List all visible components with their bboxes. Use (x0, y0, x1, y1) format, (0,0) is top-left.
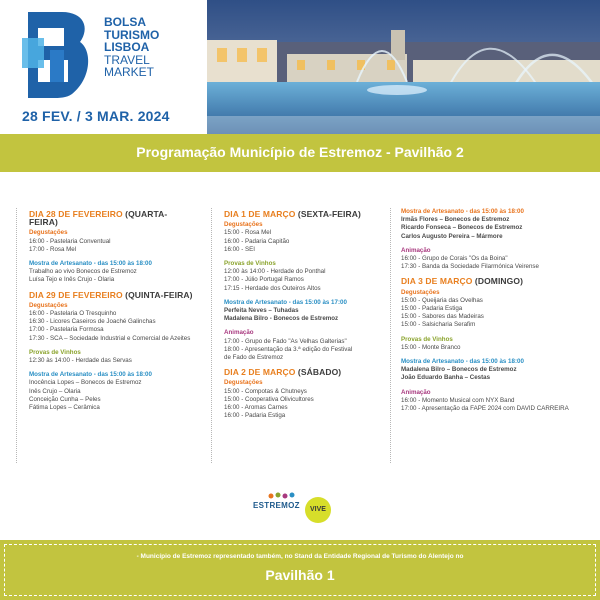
schedule-item: Madalena Bilro – Bonecos de Estremoz (401, 366, 517, 374)
night-square-photo (207, 0, 600, 134)
section-vinhos (401, 336, 582, 352)
schedule-item: 15:00 - Compotas & Chutneys (224, 387, 307, 395)
section-title: Mostra de Artesanato - das 15:00 às 18:00 (401, 358, 524, 366)
schedule-item: Madalena Bilro - Bonecos de Estremoz (224, 315, 339, 323)
section-title: Mostra de Artesanato - das 15:00 às 18:00 (29, 260, 152, 268)
page-title: Programação Município de Estremoz - Pavilhão 2 (136, 144, 464, 160)
estremoz-logo-text: ESTREMOZ (253, 501, 300, 510)
schedule-item: 16:00 - SEI (224, 245, 255, 253)
schedule-column-1 (16, 208, 196, 463)
logo-line: TURISMO (104, 27, 160, 42)
schedule-item: 16:00 - Padaria Capitão (224, 237, 290, 245)
schedule-item: 16:00 - Momento Musical com NYX Band (401, 396, 515, 404)
section-title: Provas de Vinhos (401, 335, 453, 343)
schedule-item: 17:00 - Rosa Mel (29, 245, 77, 253)
footer-pavilion: Pavilhão 1 (265, 567, 335, 583)
header-photo (207, 0, 600, 134)
section-title: Degustações (29, 301, 68, 309)
day-heading (29, 291, 196, 299)
day-weekday: (SÁBADO) (295, 367, 342, 378)
partner-logos (253, 497, 353, 527)
schedule-item: Conceição Cunha – Peles (29, 395, 101, 403)
section-title: Provas de Vinhos (224, 260, 276, 268)
day-heading (224, 210, 391, 218)
schedule-item: 17:15 - Herdade dos Outeiros Altos (224, 284, 321, 292)
schedule-item: 16:00 - Pastelaria O Tresquinho (29, 310, 117, 318)
schedule-item: 17:30 - Banda da Sociedade Filarmónica Veirense (401, 263, 539, 271)
schedule-item: 16:00 - Padaria Estiga (224, 412, 286, 420)
footer-band (0, 540, 600, 600)
schedule-item: Trabalho ao vivo Bonecos de Estremoz (29, 268, 137, 276)
schedule-item: 17:00 - Júlio Portugal Ramos (224, 276, 304, 284)
schedule-item: 17:30 - SCA – Sociedade Industrial e Comercial de Azeites (29, 334, 191, 342)
section-degustacoes (29, 229, 196, 254)
section-title: Animação (224, 329, 254, 337)
day-date: DIA 2 DE MARÇO (224, 367, 296, 378)
schedule-item: 15:00 - Padaria Estiga (401, 305, 463, 313)
section-title: Degustações (29, 229, 68, 237)
title-band (0, 134, 600, 172)
day-heading (29, 210, 196, 226)
day-weekday: (DOMINGO) (472, 276, 524, 287)
schedule-item: 15:00 - Salsicharia Serafim (401, 321, 476, 329)
btl-logo-icon (22, 10, 94, 100)
header-logo-area (0, 0, 207, 134)
schedule-item: Inocência Lopes – Bonecos de Estremoz (29, 379, 142, 387)
day-date: DIA 29 DE FEVEREIRO (29, 289, 123, 300)
section-degustacoes (401, 289, 582, 330)
section-vinhos (29, 349, 196, 365)
day-heading (401, 277, 582, 285)
section-degustacoes (224, 221, 391, 254)
schedule-item: 16:00 - Grupo de Corais "Os da Boina" (401, 255, 508, 263)
section-artesanato (224, 299, 391, 324)
schedule-item: 12:30 às 14:00 - Herdade das Servas (29, 357, 132, 365)
schedule-item: Luísa Tejo e Inês Crujo - Olaria (29, 276, 115, 284)
footer-note: - Município de Estremoz representado também, no Stand da Entidade Regional de Turismo do Alentejo no (136, 553, 464, 560)
day-date: DIA 3 DE MARÇO (401, 276, 473, 287)
logo-wordmark (104, 16, 159, 79)
schedule-item: 15:00 - Cooperativa Olivicultores (224, 395, 314, 403)
section-title: Degustações (224, 379, 263, 387)
schedule-item: 12:00 às 14:00 - Herdade do Ponthal (224, 268, 326, 276)
schedule-item: 16:30 - Licores Caseiros de Joaché Galinchas (29, 318, 156, 326)
day-date: DIA 1 DE MARÇO (224, 209, 296, 219)
section-title: Degustações (224, 221, 263, 229)
estremoz-logo-icon (261, 491, 301, 501)
schedule-item: Irmãs Flores – Bonecos de Estremoz (401, 216, 510, 224)
section-title: Mostra de Artesanato - das 15:00 às 18:00 (29, 371, 152, 379)
schedule-item: 15:00 - Queijaria das Ovelhas (401, 296, 483, 304)
section-title: Degustações (401, 288, 440, 296)
logo-line: BOLSA (104, 15, 146, 29)
schedule-item: 16:00 - Pastelaria Conventual (29, 237, 111, 245)
section-title: Mostra de Artesanato - das 15:00 às 17:00 (224, 298, 347, 306)
section-title: Mostra de Artesanato - das 15:00 às 18:00 (401, 208, 524, 215)
section-artesanato (29, 260, 196, 285)
schedule-item: 17:00 - Apresentação da FAPE 2024 com DAVID CARREIRA (401, 405, 569, 413)
section-vinhos (224, 260, 391, 293)
section-animacao (401, 247, 582, 272)
schedule-item: João Eduardo Banha – Cestas (401, 374, 491, 382)
section-artesanato (29, 371, 196, 412)
day-heading (224, 368, 391, 376)
schedule-item: Fátima Lopes – Cerâmica (29, 404, 100, 412)
section-animacao (401, 389, 582, 414)
schedule-item: 15:00 - Monte Branco (401, 343, 461, 351)
schedule-column-2 (211, 208, 391, 463)
section-artesanato (401, 358, 582, 383)
schedule-item: 17:00 - Grupo de Fado "As Velhas Galterias" (224, 337, 347, 345)
schedule-item: Perfeita Neves – Tuhadas (224, 307, 299, 315)
schedule-item: 15:00 - Rosa Mel (224, 229, 272, 237)
section-title: Animação (401, 388, 431, 396)
day-weekday: (QUARTA-FEIRA) (29, 209, 168, 228)
schedule-item: Carlos Augusto Pereira – Mármore (401, 232, 503, 240)
logo-line: MARKET (104, 65, 155, 79)
schedule-item: Inês Crujo – Olaria (29, 387, 81, 395)
schedule-item: 16:00 - Aromas Carnes (224, 404, 288, 412)
logo-line: LISBOA (104, 40, 150, 54)
day-date: DIA 28 DE FEVEREIRO (29, 209, 123, 219)
section-animacao (224, 329, 391, 362)
section-title: Provas de Vinhos (29, 348, 81, 356)
vive-logo: VIVE (305, 497, 331, 523)
schedule-item: 15:00 - Sabores das Madeiras (401, 313, 484, 321)
day-weekday: (SEXTA-FEIRA) (295, 209, 361, 219)
section-degustacoes (224, 379, 391, 420)
schedule-item: 18:00 - Apresentação da 3.ª edição do Festival (224, 345, 353, 353)
schedule-column-3 (390, 208, 582, 463)
day-weekday: (QUINTA-FEIRA) (122, 289, 193, 300)
section-title: Animação (401, 246, 431, 254)
schedule-item: 17:00 - Pastelaria Formosa (29, 326, 104, 334)
event-dates: 28 FEV. / 3 MAR. 2024 (22, 108, 170, 124)
logo-line: TRAVEL (104, 52, 150, 67)
schedule-item: Ricardo Fonseca – Bonecos de Estremoz (401, 224, 523, 232)
section-degustacoes (29, 302, 196, 343)
section-artesanato (401, 208, 582, 241)
schedule-item: de Fado de Estremoz (224, 354, 284, 362)
